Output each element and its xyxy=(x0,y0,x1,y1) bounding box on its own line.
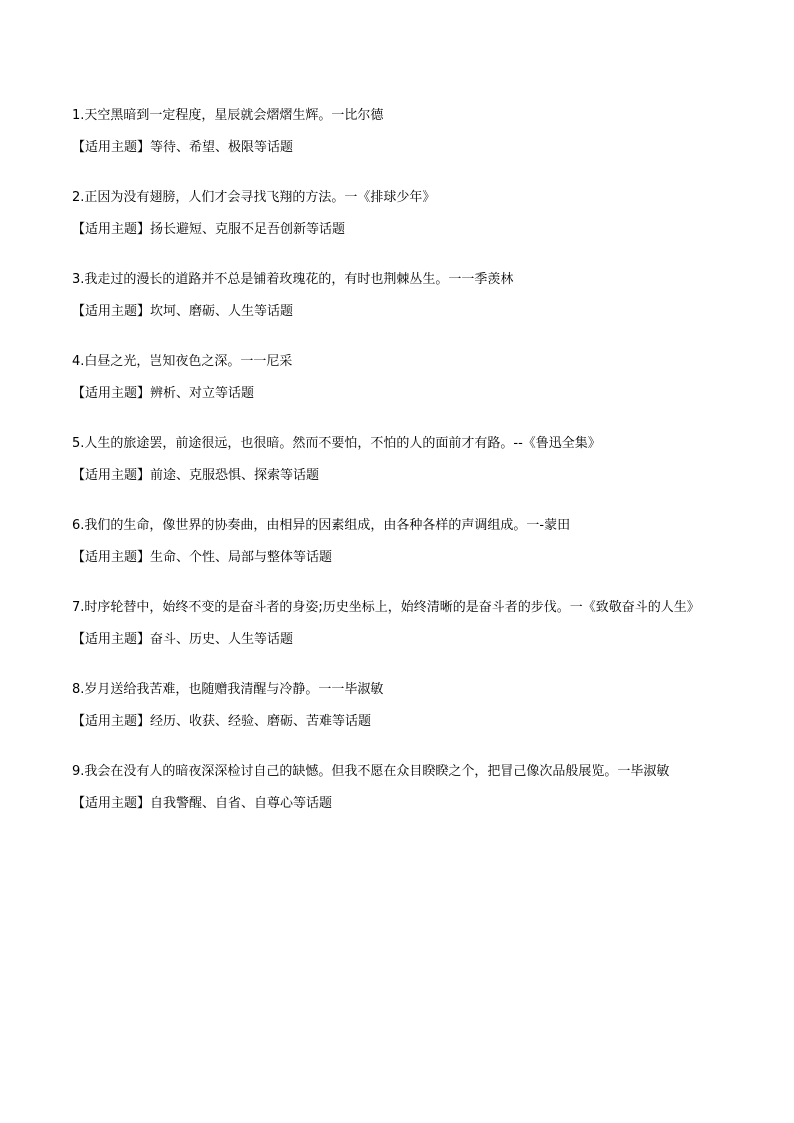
quote-entry-9 xyxy=(72,756,734,820)
quote-text: 5.人生的旅途罢，前途很远，也很暗。然而不要怕，不怕的人的面前才有路。--《鲁迅全集》 xyxy=(72,436,601,451)
theme-tag: 【适用主题】辨析、对立等话题 xyxy=(72,386,255,401)
quote-entry-2 xyxy=(72,182,734,246)
quote-entry-1 xyxy=(72,100,734,164)
quote-text: 4.白昼之光，岂知夜色之深。一一尼采 xyxy=(72,354,293,369)
quote-entry-4 xyxy=(72,346,734,410)
quote-entry-5 xyxy=(72,428,734,492)
theme-tag: 【适用主题】坎坷、磨砺、人生等话题 xyxy=(72,304,294,319)
quote-entry-6 xyxy=(72,510,734,574)
quote-entry-3 xyxy=(72,264,734,328)
quote-text: 1.天空黑暗到一定程度，星辰就会熠熠生辉。一比尔德 xyxy=(72,108,384,123)
theme-tag: 【适用主题】奋斗、历史、人生等话题 xyxy=(72,632,294,647)
quote-entry-8 xyxy=(72,674,734,738)
theme-tag: 【适用主题】等待、希望、极限等话题 xyxy=(72,140,294,155)
quote-text: 2.正因为没有翅膀，人们才会寻找飞翔的方法。一《排球少年》 xyxy=(72,190,436,205)
theme-tag: 【适用主题】前途、克服恐惧、探索等话题 xyxy=(72,468,320,483)
quote-text: 6.我们的生命，像世界的协奏曲，由相异的因素组成，由各种各样的声调组成。一-蒙田 xyxy=(72,518,571,533)
theme-tag: 【适用主题】扬长避短、克服不足吾创新等话题 xyxy=(72,222,346,237)
theme-tag: 【适用主题】自我警醒、自省、自尊心等话题 xyxy=(72,796,333,811)
quote-text: 3.我走过的漫长的道路并不总是铺着玫瑰花的，有时也荆棘丛生。一一季羡林 xyxy=(72,272,514,287)
quote-text: 8.岁月送给我苦难，也随赠我清醒与冷静。一一毕淑敏 xyxy=(72,682,384,697)
theme-tag: 【适用主题】生命、个性、局部与整体等话题 xyxy=(72,550,333,565)
quote-entry-7 xyxy=(72,592,734,656)
quote-text: 9.我会在没有人的暗夜深深检讨自己的缺憾。但我不愿在众目睽睽之个，把冒己像次品般展览。一毕淑敏 xyxy=(72,764,670,779)
quote-text: 7.时序轮替中，始终不变的是奋斗者的身姿;历史坐标上，始终清晰的是奋斗者的步伐。一《致敬奋斗的人生》 xyxy=(72,600,700,615)
theme-tag: 【适用主题】经历、收获、经验、磨砺、苦难等话题 xyxy=(72,714,372,729)
